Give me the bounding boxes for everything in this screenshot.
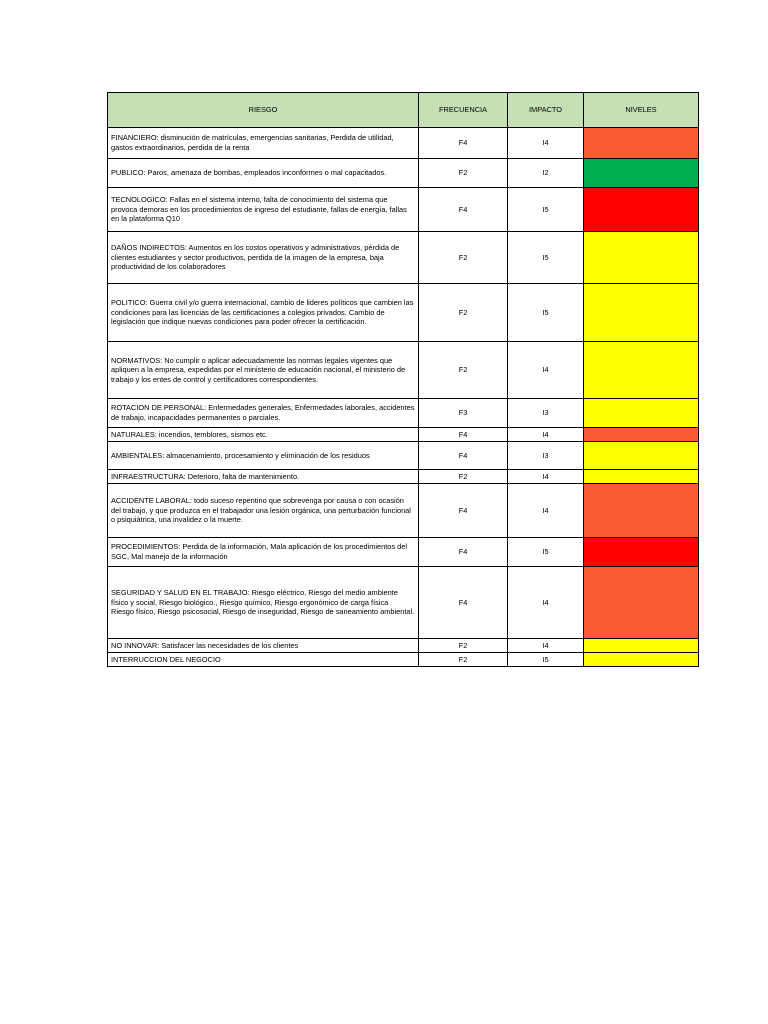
- impact-cell: I3: [508, 399, 584, 428]
- frequency-cell: F4: [419, 484, 508, 538]
- impact-cell: I2: [508, 159, 584, 188]
- header-impacto: IMPACTO: [508, 93, 584, 128]
- header-row: [108, 93, 699, 128]
- risk-matrix-table: [107, 92, 699, 667]
- frequency-cell: F4: [419, 128, 508, 159]
- impact-cell: I4: [508, 470, 584, 484]
- frequency-cell: F4: [419, 428, 508, 442]
- impact-cell: I4: [508, 342, 584, 399]
- frequency-cell: F2: [419, 159, 508, 188]
- impact-cell: I5: [508, 284, 584, 342]
- risk-description: POLITICO: Guerra civil y/o guerra internacional, cambio de lideres políticos que cambien las condiciones para las licencias de las certificaciones a colegios privados. Cambio de legislación que indique nuevas condiciones para poder ofrecer la certificación.: [108, 284, 419, 342]
- frequency-cell: F3: [419, 399, 508, 428]
- header-niveles: NIVELES: [584, 93, 699, 128]
- level-cell: [584, 639, 699, 653]
- table-row: [108, 538, 699, 567]
- header-riesgo: RIESGO: [108, 93, 419, 128]
- frequency-cell: F2: [419, 284, 508, 342]
- frequency-cell: F4: [419, 188, 508, 232]
- impact-cell: I4: [508, 428, 584, 442]
- risk-description: PROCEDIMIENTOS: Perdida de la información, Mala aplicación de los procedimientos del SGC, Mal manejo de la información: [108, 538, 419, 567]
- frequency-cell: F2: [419, 470, 508, 484]
- frequency-cell: F4: [419, 538, 508, 567]
- impact-cell: I5: [508, 538, 584, 567]
- table-body: [108, 128, 699, 667]
- table-row: [108, 399, 699, 428]
- table-row: [108, 470, 699, 484]
- table-row: [108, 128, 699, 159]
- level-cell: [584, 428, 699, 442]
- risk-description: INTERRUCCION DEL NEGOCIO: [108, 653, 419, 667]
- impact-cell: I4: [508, 567, 584, 639]
- risk-description: NATURALES: incendios, temblores, sismos etc.: [108, 428, 419, 442]
- table-row: [108, 484, 699, 538]
- risk-description: ROTACION DE PERSONAL: Enfermedades generales, Enfermedades laborales, accidentes de trabajo, incapacidades permanentes o parciales.: [108, 399, 419, 428]
- level-cell: [584, 653, 699, 667]
- table-row: [108, 653, 699, 667]
- frequency-cell: F2: [419, 232, 508, 284]
- frequency-cell: F4: [419, 567, 508, 639]
- risk-description: AMBIENTALES: almacenamiento, procesamiento y eliminación de los residuos: [108, 442, 419, 470]
- impact-cell: I5: [508, 232, 584, 284]
- level-cell: [584, 470, 699, 484]
- level-cell: [584, 442, 699, 470]
- level-cell: [584, 342, 699, 399]
- level-cell: [584, 399, 699, 428]
- level-cell: [584, 188, 699, 232]
- impact-cell: I4: [508, 639, 584, 653]
- table-row: [108, 428, 699, 442]
- impact-cell: I5: [508, 188, 584, 232]
- table-row: [108, 567, 699, 639]
- table-row: [108, 159, 699, 188]
- risk-description: TECNOLOGICO: Fallas en el sistema interno, falta de conocimiento del sistema que provoca demoras en los procedimientos de ingreso del estudiante, fallas de energía, fallas en la plataforma Q10: [108, 188, 419, 232]
- level-cell: [584, 159, 699, 188]
- risk-description: NO INNOVAR: Satisfacer las necesidades de los clientes: [108, 639, 419, 653]
- table-row: [108, 232, 699, 284]
- impact-cell: I5: [508, 653, 584, 667]
- level-cell: [584, 538, 699, 567]
- frequency-cell: F2: [419, 342, 508, 399]
- risk-description: INFRAESTRUCTURA: Deterioro, falta de mantenimiento.: [108, 470, 419, 484]
- risk-description: FINANCIERO: disminución de matrículas, emergencias sanitarias, Perdida de utilidad, gastos extraordinarios, perdida de la renta: [108, 128, 419, 159]
- level-cell: [584, 232, 699, 284]
- table-row: [108, 639, 699, 653]
- frequency-cell: F2: [419, 653, 508, 667]
- impact-cell: I3: [508, 442, 584, 470]
- table-row: [108, 188, 699, 232]
- table-header: [108, 93, 699, 128]
- impact-cell: I4: [508, 128, 584, 159]
- frequency-cell: F2: [419, 639, 508, 653]
- table-row: [108, 284, 699, 342]
- risk-description: NORMATIVOS: No cumplir o aplicar adecuadamente las normas legales vigentes que apliquen a la empresa, expedidas por el ministerio de educación nacional, el ministerio de trabajo y los entes de control y certificadores correspondientes.: [108, 342, 419, 399]
- risk-description: DAÑOS INDIRECTOS: Aumentos en los costos operativos y administrativos, pérdida de clientes estudiantes y sector productivos, perdida de la imagen de la empresa, baja productividad de los colaboradores: [108, 232, 419, 284]
- level-cell: [584, 128, 699, 159]
- table-row: [108, 442, 699, 470]
- level-cell: [584, 284, 699, 342]
- table-row: [108, 342, 699, 399]
- level-cell: [584, 484, 699, 538]
- risk-description: SEGURIDAD Y SALUD EN EL TRABAJO: Riesgo eléctrico, Riesgo del medio ambiente físico y social, Riesgo biológico., Riesgo químico, Riesgo ergonómico de carga física Riesgo físico, Riesgo psicosocial, Riesgo de inseguridad, Riesgo de saneamiento ambiental.: [108, 567, 419, 639]
- impact-cell: I4: [508, 484, 584, 538]
- level-cell: [584, 567, 699, 639]
- frequency-cell: F4: [419, 442, 508, 470]
- risk-description: PUBLICO: Paros, amenaza de bombas, empleados inconformes o mal capacitados.: [108, 159, 419, 188]
- header-frecuencia: FRECUENCIA: [419, 93, 508, 128]
- risk-description: ACCIDENTE LABORAL: todo suceso repentino que sobrevenga por causa o con ocasión del trabajo, y que produzca en el trabajador una lesión orgánica, una perturbación funcional o psiquiátrica, una invalidez o la muerte.: [108, 484, 419, 538]
